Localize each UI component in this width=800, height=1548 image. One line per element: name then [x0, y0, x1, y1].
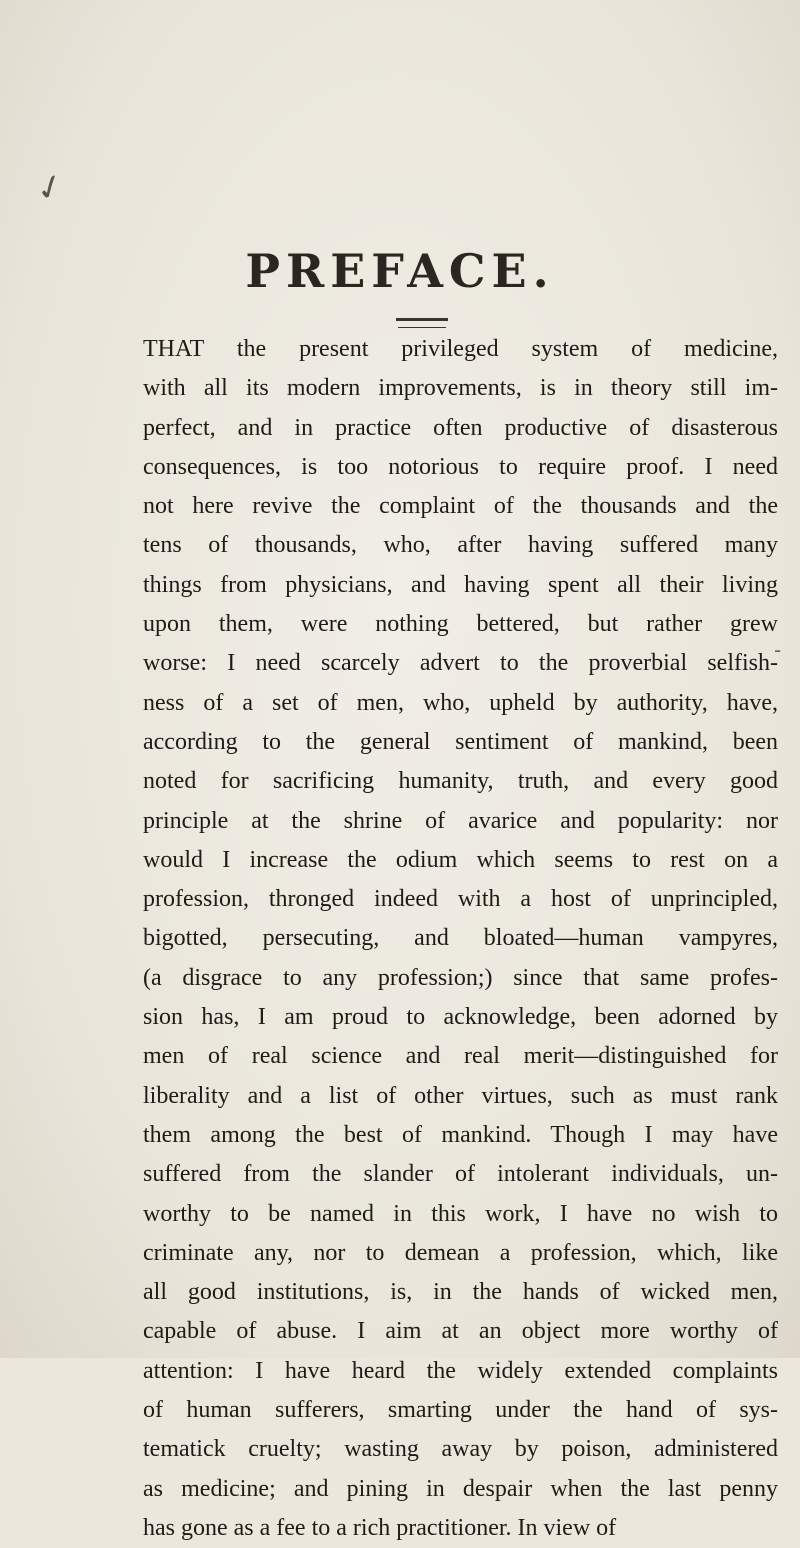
- text-line: according to the general sentiment of mankind, been: [143, 728, 778, 755]
- text-line: noted for sacrificing humanity, truth, and every good: [143, 768, 778, 795]
- text-line: sion has, I am proud to acknowledge, been adorned by: [143, 1004, 778, 1031]
- text-line: bigotted, persecuting, and bloated—human vampyres,: [143, 925, 778, 952]
- text-line: things from physicians, and having spent all their living: [143, 571, 778, 598]
- text-line: liberality and a list of other virtues, such as must rank: [143, 1082, 778, 1109]
- text-line: (a disgrace to any profession;) since that same profes-: [143, 964, 778, 991]
- text-line: attention: I have heard the widely extended complaints: [143, 1357, 778, 1384]
- preface-body: [143, 330, 778, 1548]
- text-line: profession, thronged indeed with a host of unprincipled,: [143, 886, 778, 913]
- title-rule-thick: [396, 318, 448, 321]
- text-line: THAT the present privileged system of medicine,: [143, 336, 778, 362]
- text-line: all good institutions, is, in the hands of wicked men,: [143, 1279, 778, 1306]
- text-line: consequences, is too notorious to require proof. I need: [143, 453, 778, 480]
- text-line: as medicine; and pining in despair when the last penny: [143, 1475, 778, 1502]
- title-rule-thin: [398, 327, 446, 328]
- text-line: principle at the shrine of avarice and popularity: nor: [143, 807, 778, 834]
- margin-pencil-mark: ✓: [30, 164, 71, 212]
- text-line: not here revive the complaint of the thousands and the: [143, 493, 778, 520]
- text-line: tens of thousands, who, after having suffered many: [143, 532, 778, 559]
- text-line: criminate any, nor to demean a profession, which, like: [143, 1239, 778, 1266]
- text-line: ness of a set of men, who, upheld by authority, have,: [143, 689, 778, 716]
- text-line: would I increase the odium which seems to rest on a: [143, 846, 778, 873]
- text-line: capable of abuse. I aim at an object more worthy of: [143, 1318, 778, 1345]
- page-title: PREFACE.: [245, 244, 555, 298]
- text-line: perfect, and in practice often productive of disasterous: [143, 414, 778, 441]
- text-line: has gone as a fee to a rich practitioner. In view of: [143, 1514, 617, 1541]
- text-line: with all its modern improvements, is in theory still im-: [143, 375, 778, 402]
- text-line: of human sufferers, smarting under the hand of sys-: [143, 1397, 778, 1424]
- text-line: suffered from the slander of intolerant individuals, un-: [143, 1161, 778, 1188]
- text-line: men of real science and real merit—distinguished for: [143, 1043, 778, 1070]
- text-line: worthy to be named in this work, I have no wish to: [143, 1200, 778, 1227]
- text-line: them among the best of mankind. Though I may have: [143, 1121, 778, 1148]
- text-line: worse: I need scarcely advert to the proverbial selfish-: [143, 650, 778, 677]
- text-line: tematick cruelty; wasting away by poison, administered: [143, 1436, 778, 1463]
- text-line: upon them, were nothing bettered, but rather grew: [143, 611, 778, 638]
- margin-dash-mark: -: [774, 638, 782, 662]
